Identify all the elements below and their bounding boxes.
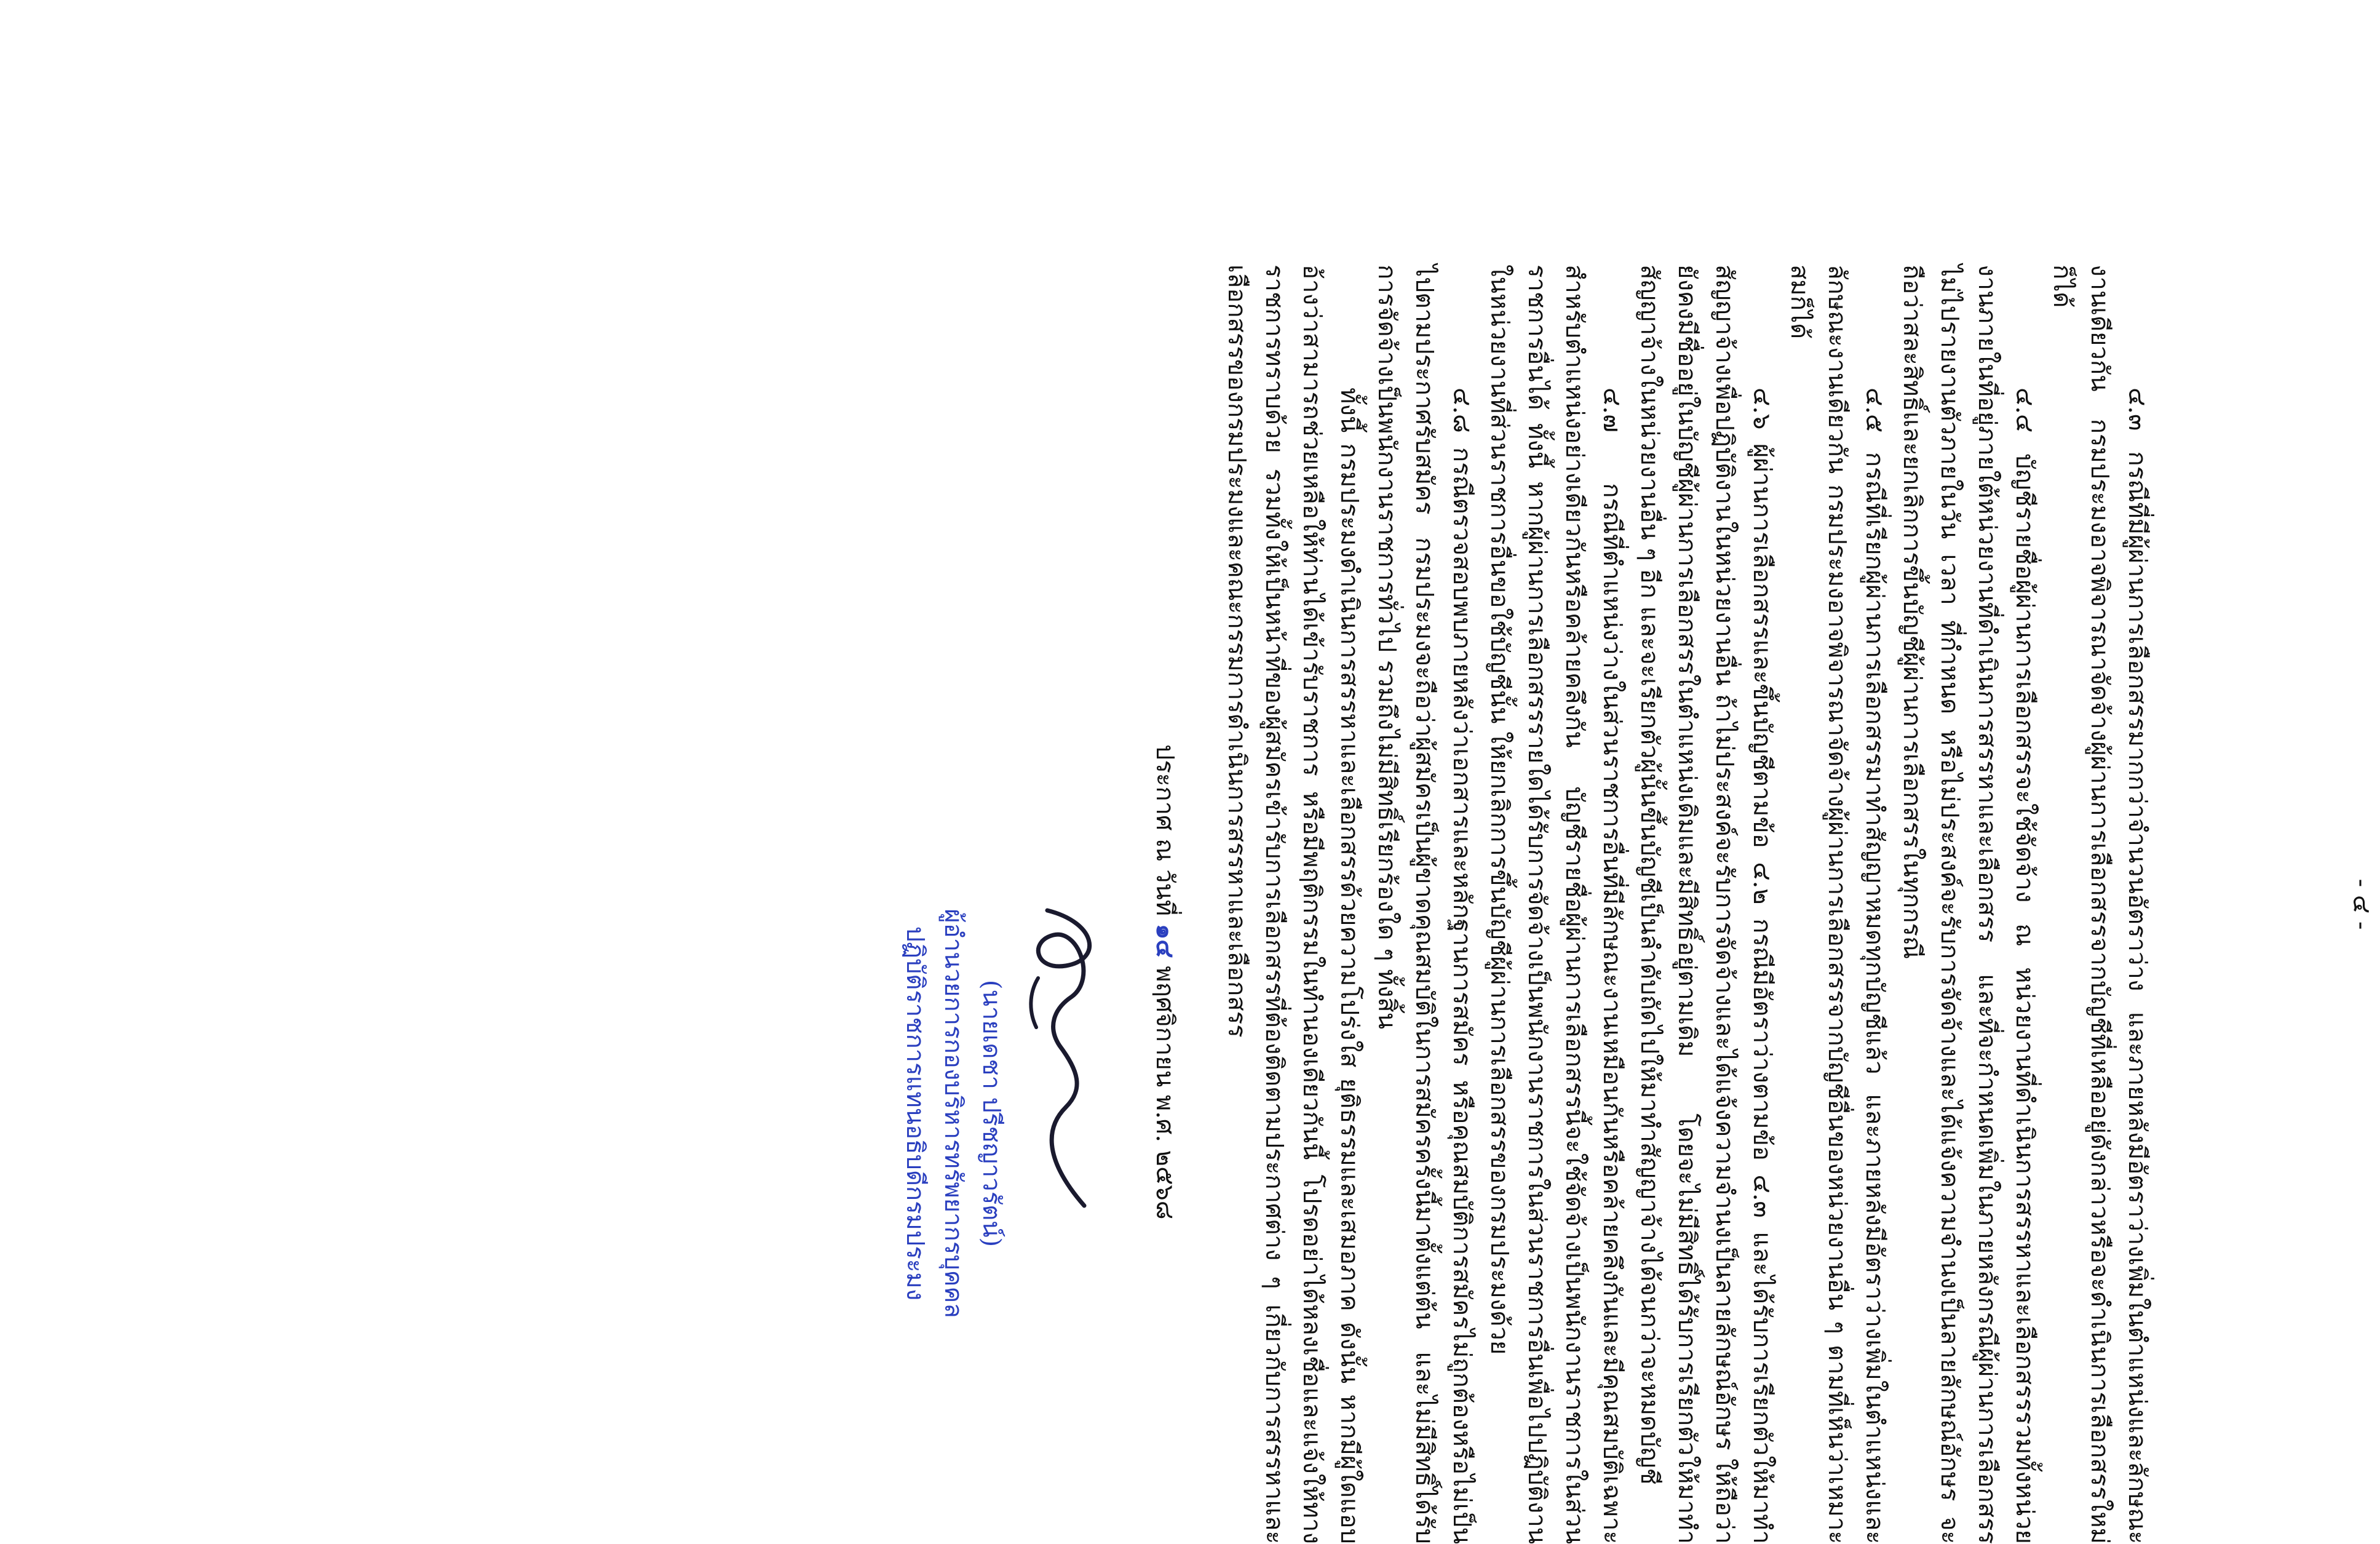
- document-body: [569, 265, 2376, 1544]
- page-number: - ๔ -: [2347, 878, 2376, 930]
- announcement-month-year: พฤศจิกายน พ.ศ. ๒๕๖๘: [1151, 966, 1179, 1220]
- announcement-date: [1146, 744, 1184, 1482]
- signer-acting-for: ปฏิบัติราชการแทนอธิบดีกรมประมง: [901, 926, 929, 1301]
- paragraph-4-5: ๔.๕ กรณีที่เรียกผู้ผ่านการเลือกสรรมาทำสัญญาหมดทุกบัญชีแล้ว และภายหลังมีอัตราว่างเพิ่มในตำแหน่งและลักษณะงานเดียวกัน กรมประมงอาจพิจารณาจัดจ้างผู้ผ่านการเลือกสรรจากบัญชีอื่นของหน่วยงานอื่น ๆ ตามที่เห็นว่าเหมาะสมก็ได้: [1785, 265, 1889, 1544]
- paragraph-4-8: ๔.๘ กรณีตรวจสอบพบภายหลังว่าเอกสารและหลักฐานการสมัคร หรือคุณสมบัติการสมัครไม่ถูกต้องหรือไม่เป็นไปตามประกาศรับสมัคร กรมประมงจะถือว่าผู้สมัครเป็นผู้ขาดคุณสมบัติในการสมัครครั้งนี้มาตั้งแต่ต้น และไม่มีสิทธิ์ได้รับการจัดจ้างเป็นพนักงานราชการทั่วไป รวมถึงไม่มีสิทธิ์เรียกร้องใด ๆ ทั้งสิ้น: [1373, 265, 1476, 1544]
- paragraph-4-4: ๔.๔ บัญชีรายชื่อผู้ผ่านการเลือกสรรจะใช้จัดจ้าง ณ หน่วยงานที่ดำเนินการสรรหาและเลือกสรรรวมทั้งหน่วยงานภายในที่อยู่ภายใต้หน่วยงานที่ดำเนินการสรรหาและเลือกสรร และที่จะกำหนดเพิ่มในภายหลังกรณีผู้ผ่านการเลือกสรรไม่ไปรายงานตัวภายในวัน เวลา ที่กำหนด หรือไม่ประสงค์จะรับการจัดจ้างและได้แจ้งความจำนงเป็นลายลักษณ์อักษร จะถือว่าสละสิทธิ์และยกเลิกการขึ้นบัญชีผู้ผ่านการเลือกสรรในทุกกรณี: [1898, 265, 2039, 1544]
- handwritten-signature: [1010, 886, 1121, 1230]
- signer-position: ผู้อำนวยการกองบริหารทรัพยากรบุคคล: [939, 909, 967, 1318]
- paragraph-closing: ทั้งนี้ กรมประมงดำเนินการสรรหาและเลือกสรรด้วยความโปร่งใส ยุติธรรมและเสมอภาค ดังนั้น หากมีผู้ใดแอบอ้างว่าสามารถช่วยเหลือให้ท่านได้เข้ารับราชการ หรือมีพฤติกรรมในทำนองเดียวกันนี้ โปรดอย่าได้หลงเชื่อและแจ้งให้ทางราชการทราบด้วย รวมทั้งให้เป็นหน้าที่ของผู้สมัครเข้ารับการเลือกสรรที่ต้องติดตามประกาศต่าง ๆ เกี่ยวกับการสรรหาและเลือกสรรของกรมประมงและคณะกรรมการดำเนินการสรรหาและเลือกสรร: [1223, 265, 1363, 1544]
- announcement-day: ๑๔: [1151, 923, 1180, 958]
- paragraph-4-3: ๔.๓ กรณีที่มีผู้ผ่านการเลือกสรรมากกว่าจำนวนอัตราว่าง และภายหลังมีอัตราว่างเพิ่มในตำแหน่งและลักษณะงานเดียวกัน กรมประมงอาจพิจารณาจัดจ้างผู้ผ่านการเลือกสรรจากบัญชีที่เหลืออยู่ดังกล่าวหรือจะดำเนินการเลือกสรรใหม่ก็ได้: [2048, 265, 2151, 1544]
- signature-block: [896, 744, 1184, 1482]
- announcement-prefix: ประกาศ ณ วันที่: [1151, 744, 1179, 917]
- signer-details: [896, 744, 1010, 1482]
- paragraph-4-7: ๔.๗ กรณีที่ตำแหน่งว่างในส่วนราชการอื่นที่มีลักษณะงานเหมือนกันหรือคล้ายคลึงกันและมีคุณสมบัติเฉพาะสำหรับตำแหน่งอย่างเดียวกันหรือคล้ายคลึงกัน บัญชีรายชื่อผู้ผ่านการเลือกสรรนี้จะใช้จัดจ้างเป็นพนักงานราชการในส่วนราชการอื่นได้ ทั้งนี้ หากผู้ผ่านการเลือกสรรรายใดได้รับการจัดจ้างเป็นพนักงานราชการในส่วนราชการอื่นเพื่อไปปฏิบัติงานในหน่วยงานที่ส่วนราชการอื่นขอใช้บัญชีนั้น ให้ยกเลิกการขึ้นบัญชีผู้ผ่านการเลือกสรรของกรมประมงด้วย: [1485, 265, 1626, 1544]
- paragraph-4-6: ๔.๖ ผู้ผ่านการเลือกสรรและขึ้นบัญชีตามข้อ ๔.๒ กรณีมีอัตราว่างตามข้อ ๔.๓ และได้รับการเรียกตัวให้มาทำสัญญาจ้างเพื่อปฏิบัติงานในหน่วยงานอื่น ถ้าไม่ประสงค์จะรับการจัดจ้างและได้แจ้งความจำนงเป็นลายลักษณ์อักษร ให้ถือว่ายังคงมีชื่ออยู่ในบัญชีผู้ผ่านการเลือกสรรในตำแหน่งเดิมและมีสิทธิ์อยู่ตามเดิม โดยจะไม่มีสิทธิ์ได้รับการเรียกตัวให้มาทำสัญญาจ้างในหน่วยงานอื่น ๆ อีก และจะเรียกตัวผู้นั้นขึ้นบัญชีเป็นลำดับถัดไปให้มาทำสัญญาจ้างได้จนกว่าจะหมดบัญชี: [1635, 265, 1776, 1544]
- signer-name: (นายเดชา ปรีชญาวรัตน์): [977, 979, 1006, 1248]
